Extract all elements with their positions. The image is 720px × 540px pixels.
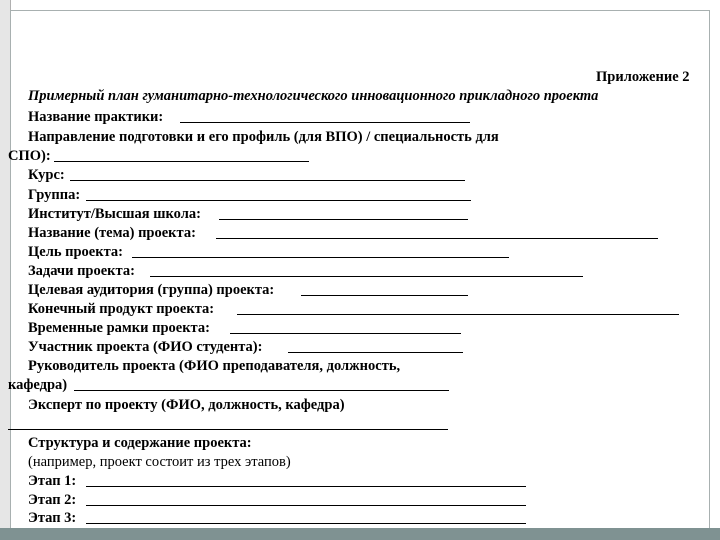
participant-label: Участник проекта (ФИО студента): (28, 339, 263, 355)
bottom-bar (0, 528, 720, 540)
direction-label-line2: СПО): (8, 148, 51, 164)
appendix-label: Приложение 2 (596, 69, 690, 85)
direction-blank (54, 161, 309, 162)
project-goal-label: Цель проекта: (28, 244, 123, 260)
course-label: Курс: (28, 167, 65, 183)
practice-name-blank (180, 122, 470, 123)
project-name-label: Название (тема) проекта: (28, 225, 196, 241)
stage-2-label: Этап 2: (28, 492, 77, 508)
group-label: Группа: (28, 187, 81, 203)
supervisor-label-line2: кафедра) (8, 377, 68, 393)
target-audience-blank (301, 295, 468, 296)
project-goal-blank (132, 257, 509, 258)
stage-1-blank (86, 486, 526, 487)
supervisor-blank (74, 390, 449, 391)
direction-label-line1: Направление подготовки и его профиль (для ВПО) / специальность для (28, 129, 499, 145)
practice-name-label: Название практики: (28, 109, 164, 125)
stage-3-label: Этап 3: (28, 510, 77, 526)
stage-2-blank (86, 505, 526, 506)
project-name-blank (216, 238, 658, 239)
structure-heading: Структура и содержание проекта: (28, 435, 252, 451)
final-product-blank (237, 314, 679, 315)
final-product-label: Конечный продукт проекта: (28, 301, 215, 317)
expert-blank (8, 429, 448, 430)
target-audience-label: Целевая аудитория (группа) проекта: (28, 282, 275, 298)
project-tasks-label: Задачи проекта: (28, 263, 135, 279)
institute-label: Институт/Высшая школа: (28, 206, 201, 222)
expert-label: Эксперт по проекту (ФИО, должность, кафедра) (28, 397, 345, 413)
timeframe-label: Временные рамки проекта: (28, 320, 210, 336)
supervisor-label-line1: Руководитель проекта (ФИО преподавателя, должность, (28, 358, 401, 374)
project-tasks-blank (150, 276, 583, 277)
document-title: Примерный план гуманитарно-технологического инновационного прикладного проекта (28, 88, 599, 104)
course-blank (70, 180, 465, 181)
institute-blank (219, 219, 468, 220)
group-blank (86, 200, 471, 201)
stage-1-label: Этап 1: (28, 473, 77, 489)
structure-note: (например, проект состоит из трех этапов) (28, 454, 291, 470)
stage-3-blank (86, 523, 526, 524)
timeframe-blank (230, 333, 461, 334)
participant-blank (288, 352, 463, 353)
